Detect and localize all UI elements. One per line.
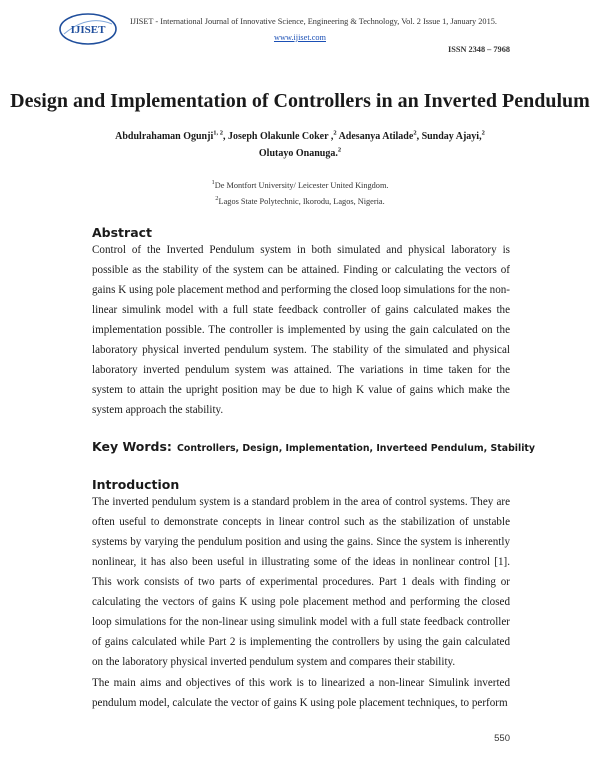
author-list (0, 128, 600, 162)
journal-header: IJISET - International Journal of Innovative Science, Engineering & Technology, Vol. 2 Issue 1, January 2015. (130, 17, 497, 26)
logo-text: IJISET (70, 24, 106, 36)
author-separator: , (416, 131, 422, 142)
author-name: Adesanya Atilade (338, 131, 414, 142)
abstract-heading: Abstract (92, 225, 153, 240)
paper-title: Design and Implementation of Controllers in an Inverted Pendulum (10, 90, 590, 112)
journal-url-link[interactable]: www.ijiset.com (273, 33, 326, 42)
introduction-paragraph-1: The inverted pendulum system is a standard problem in the area of control systems. They are often useful to demonstrate concepts in linear control such as the stabilization of unstable systems by varying the pendulum position and using the gains. Since the system is inherently nonlinear, it has also been useful in illustrating some of the ideas in nonlinear control [1]. This work consists of two parts of experimental procedures. Part 1 deals with finding or calculating the vectors of gains K using pole placement method and performing the closed loop simulations for the non-linear using simulink model with a full state feedback controller of gains calculated while Part 2 is implementing the controllers by using the gain calculated on the laboratory physical inverted pendulum system and compares their stability. (92, 496, 510, 668)
affiliations (0, 178, 600, 210)
author-separator: , (222, 131, 228, 142)
introduction-paragraph-2: The main aims and objectives of this work is to linearized a non-linear Simulink inverted pendulum model, calculate the vector of gains K using pole placement techniques, to perform (92, 677, 510, 709)
affiliation (0, 178, 600, 194)
keywords-list: Controllers, Design, Implementation, Inverteed Pendulum, Stability (177, 443, 536, 454)
affiliation (0, 194, 600, 210)
affiliation-mark: 1 (211, 179, 215, 187)
author-name: Joseph Olakunle Coker , (227, 131, 334, 142)
affiliation-text: De Montfort University/ Leicester United Kingdom. (214, 181, 389, 190)
author-affiliation-mark: 2 (333, 129, 337, 137)
affiliation-text: Lagos State Polytechnic, Ikorodu, Lagos, Nigeria. (218, 197, 385, 206)
keywords-label: Key Words: (92, 439, 172, 454)
introduction-heading: Introduction (92, 477, 180, 492)
keywords (92, 436, 536, 455)
author-affiliation-mark: 1, 2 (213, 129, 223, 137)
author-affiliation-mark: 2 (413, 129, 417, 137)
page-number: 550 (494, 733, 510, 744)
affiliation-mark: 2 (215, 195, 219, 203)
issn: ISSN 2348 – 7968 (447, 45, 510, 54)
author-name: Olutayo Onanuga. (258, 148, 338, 159)
author-affiliation-mark: 2 (481, 129, 485, 137)
author-affiliation-mark: 2 (337, 146, 342, 154)
author-name: Abdulrahaman Ogunji (115, 131, 214, 142)
abstract-paragraph: Control of the Inverted Pendulum system in both simulated and physical laboratory is possible as the stability of the system can be attained. Finding or calculating the vectors of gains K using pole placement method and performing the closed loop simulations for the non-linear simulink model with a full state feedback controller of gains calculated makes the implementation possible. The controller is implemented by using the gain calculated on the laboratory physical inverted pendulum system. The stability of the simulated and physical laboratory inverted pendulum system was attained. The variations in time taken for the system to attain the upright position may be due to high K value of gains which make the system approach the stability. (92, 244, 510, 416)
author-name: Sunday Ajayi, (421, 131, 482, 142)
